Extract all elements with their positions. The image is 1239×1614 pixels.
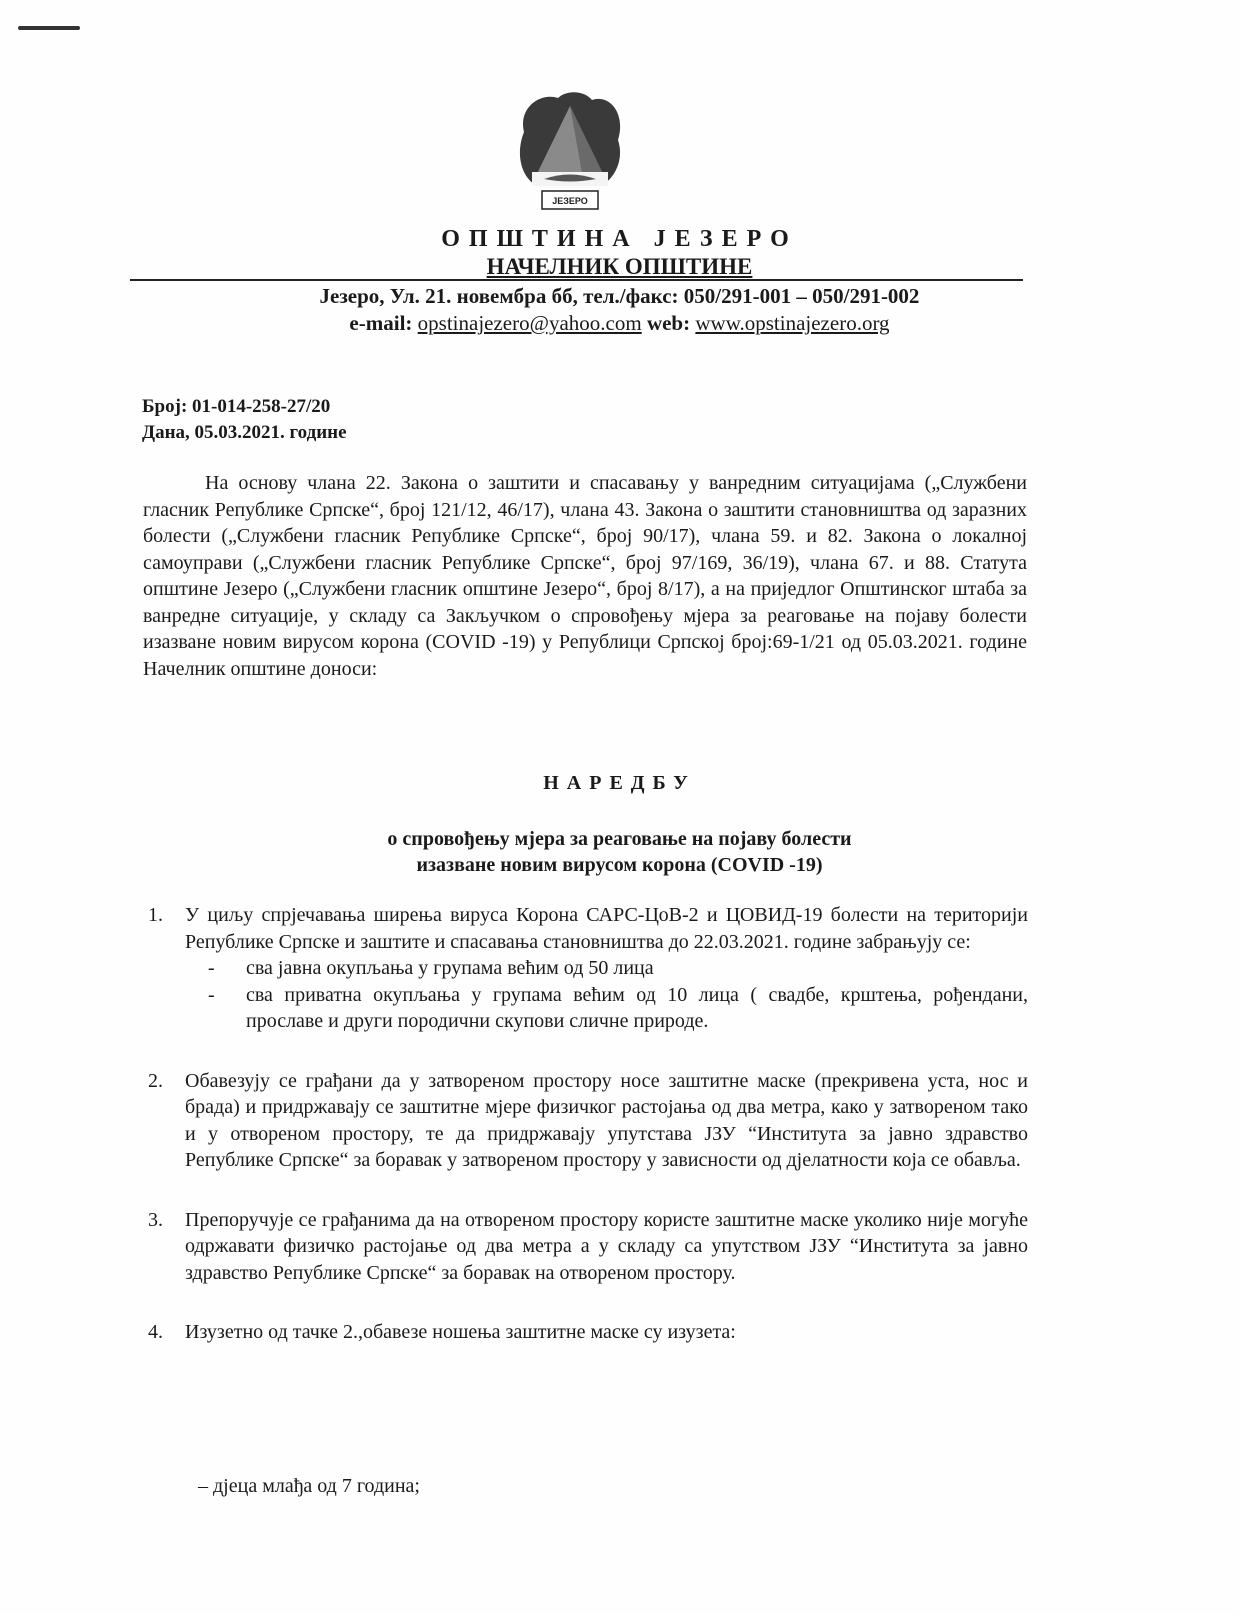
web-label: web: [646, 311, 691, 335]
sublist-item-text: сва јавна окупљања у групама већим од 50 лица [246, 957, 654, 979]
item-number: 1. [148, 904, 163, 926]
office-name: НАЧЕЛНИК ОПШТИНЕ [486, 254, 753, 279]
decree-item [148, 1319, 1028, 1346]
decree-item [148, 1207, 1028, 1287]
address-line: Језеро, Ул. 21. новембра бб, тел./факс: 050/291-001 – 050/291-002 [319, 284, 920, 308]
municipality-name: ОПШТИНА ЈЕЗЕРО [441, 226, 798, 252]
item-text: Изузетно од тачке 2.,обавезе ношења заштитне маске су изузета: [185, 1321, 736, 1343]
email-label: e-mail: [349, 311, 413, 335]
decree-subtitle [0, 826, 1239, 878]
item-4-exemption: – дјеца млађа од 7 година; [198, 1475, 420, 1497]
decree-item [148, 1068, 1028, 1174]
item-text: Препоручује се грађанима да на отвореном простору користе заштитне маске уколико није могуће одржавати физичко растојање од два метра а у складу са упутством ЈЗУ “Института за јавно здравство Републике Српске“ за боравак на отвореном простору. [185, 1208, 1028, 1284]
item-sublist [185, 955, 1028, 1035]
decree-items [148, 902, 1028, 1346]
item-number: 4. [148, 1321, 163, 1343]
decree-subtitle-line-2: изазване новим вирусом корона (COVID -19) [416, 854, 823, 876]
municipality-logo [512, 88, 628, 220]
header-rule [130, 279, 1023, 281]
reference-number: Број: 01-014-258-27/20 [142, 396, 331, 417]
sublist-item: - сва приватна окупљања у групама већим од 10 лица ( свадбе, крштења, рођендани, прославе и други породични скупови сличне природе. [208, 983, 1028, 1032]
sublist-item: - сва јавна окупљања у групама већим од 50 лица [208, 957, 654, 979]
decree-item [148, 902, 1028, 1035]
decree-title: НАРЕДБУ [543, 772, 696, 794]
scan-mark [18, 26, 80, 30]
item-number: 2. [148, 1069, 163, 1092]
item-text: У циљу спрјечавања ширења вируса Корона САРС-ЦоВ-2 и ЦОВИД-19 болести на територији Републике Српске и заштите и спасавања становништва до 22.03.2021. године забрањују се: [185, 904, 1028, 953]
item-text: Обавезују се грађани да у затвореном простору носе заштитне маске (прекривена уста, нос и брада) и придржавају се заштитне мјере физичког растојања од два метра, како у затвореном тако и у отвореном простору, те да придржавају упутстава ЈЗУ “Института за јавно здравство Републике Српске“ за боравак у затвореном простору у зависности од дјелатности која се обавља. [185, 1069, 1028, 1171]
sublist-item-text: сва приватна окупљања у групама већим од 10 лица ( свадбе, крштења, рођендани, прославе и други породични скупови сличне природе. [246, 983, 1028, 1032]
email-link[interactable]: opstinajezero@yahoo.com [417, 311, 642, 335]
contact-line [0, 311, 1239, 336]
reference-date: Дана, 05.03.2021. године [142, 422, 347, 443]
logo-text: ЈЕЗЕРО [552, 196, 588, 206]
preamble-paragraph: На основу члана 22. Закона о заштити и спасавању у ванредним ситуацијама („Службени гласник Републике Српске“, број 121/12, 46/17), члана 43. Закона о заштити становништва од заразних болести („Службени гласник Републике Српске“, број 90/17), члана 59. и 82. Закона о локалној самоуправи („Службени гласник Републике Српске“, број 97/169, 36/19), члана 67. и 88. Статута општине Језеро („Службени гласник општине Језеро“, број 8/17), а на приједлог Општинског штаба за ванредне ситуације, у складу са Закључком о спровођењу мјера за реаговање на појаву болести изазване новим вирусом корона (COVID -19) у Републици Српској број:69-1/21 од 05.03.2021. године Начелник општине доноси: [143, 472, 1027, 680]
item-number: 3. [148, 1208, 163, 1231]
web-link[interactable]: www.opstinajezero.org [695, 311, 890, 335]
decree-subtitle-line-1: о спровођењу мјера за реаговање на појаву болести [387, 828, 852, 850]
